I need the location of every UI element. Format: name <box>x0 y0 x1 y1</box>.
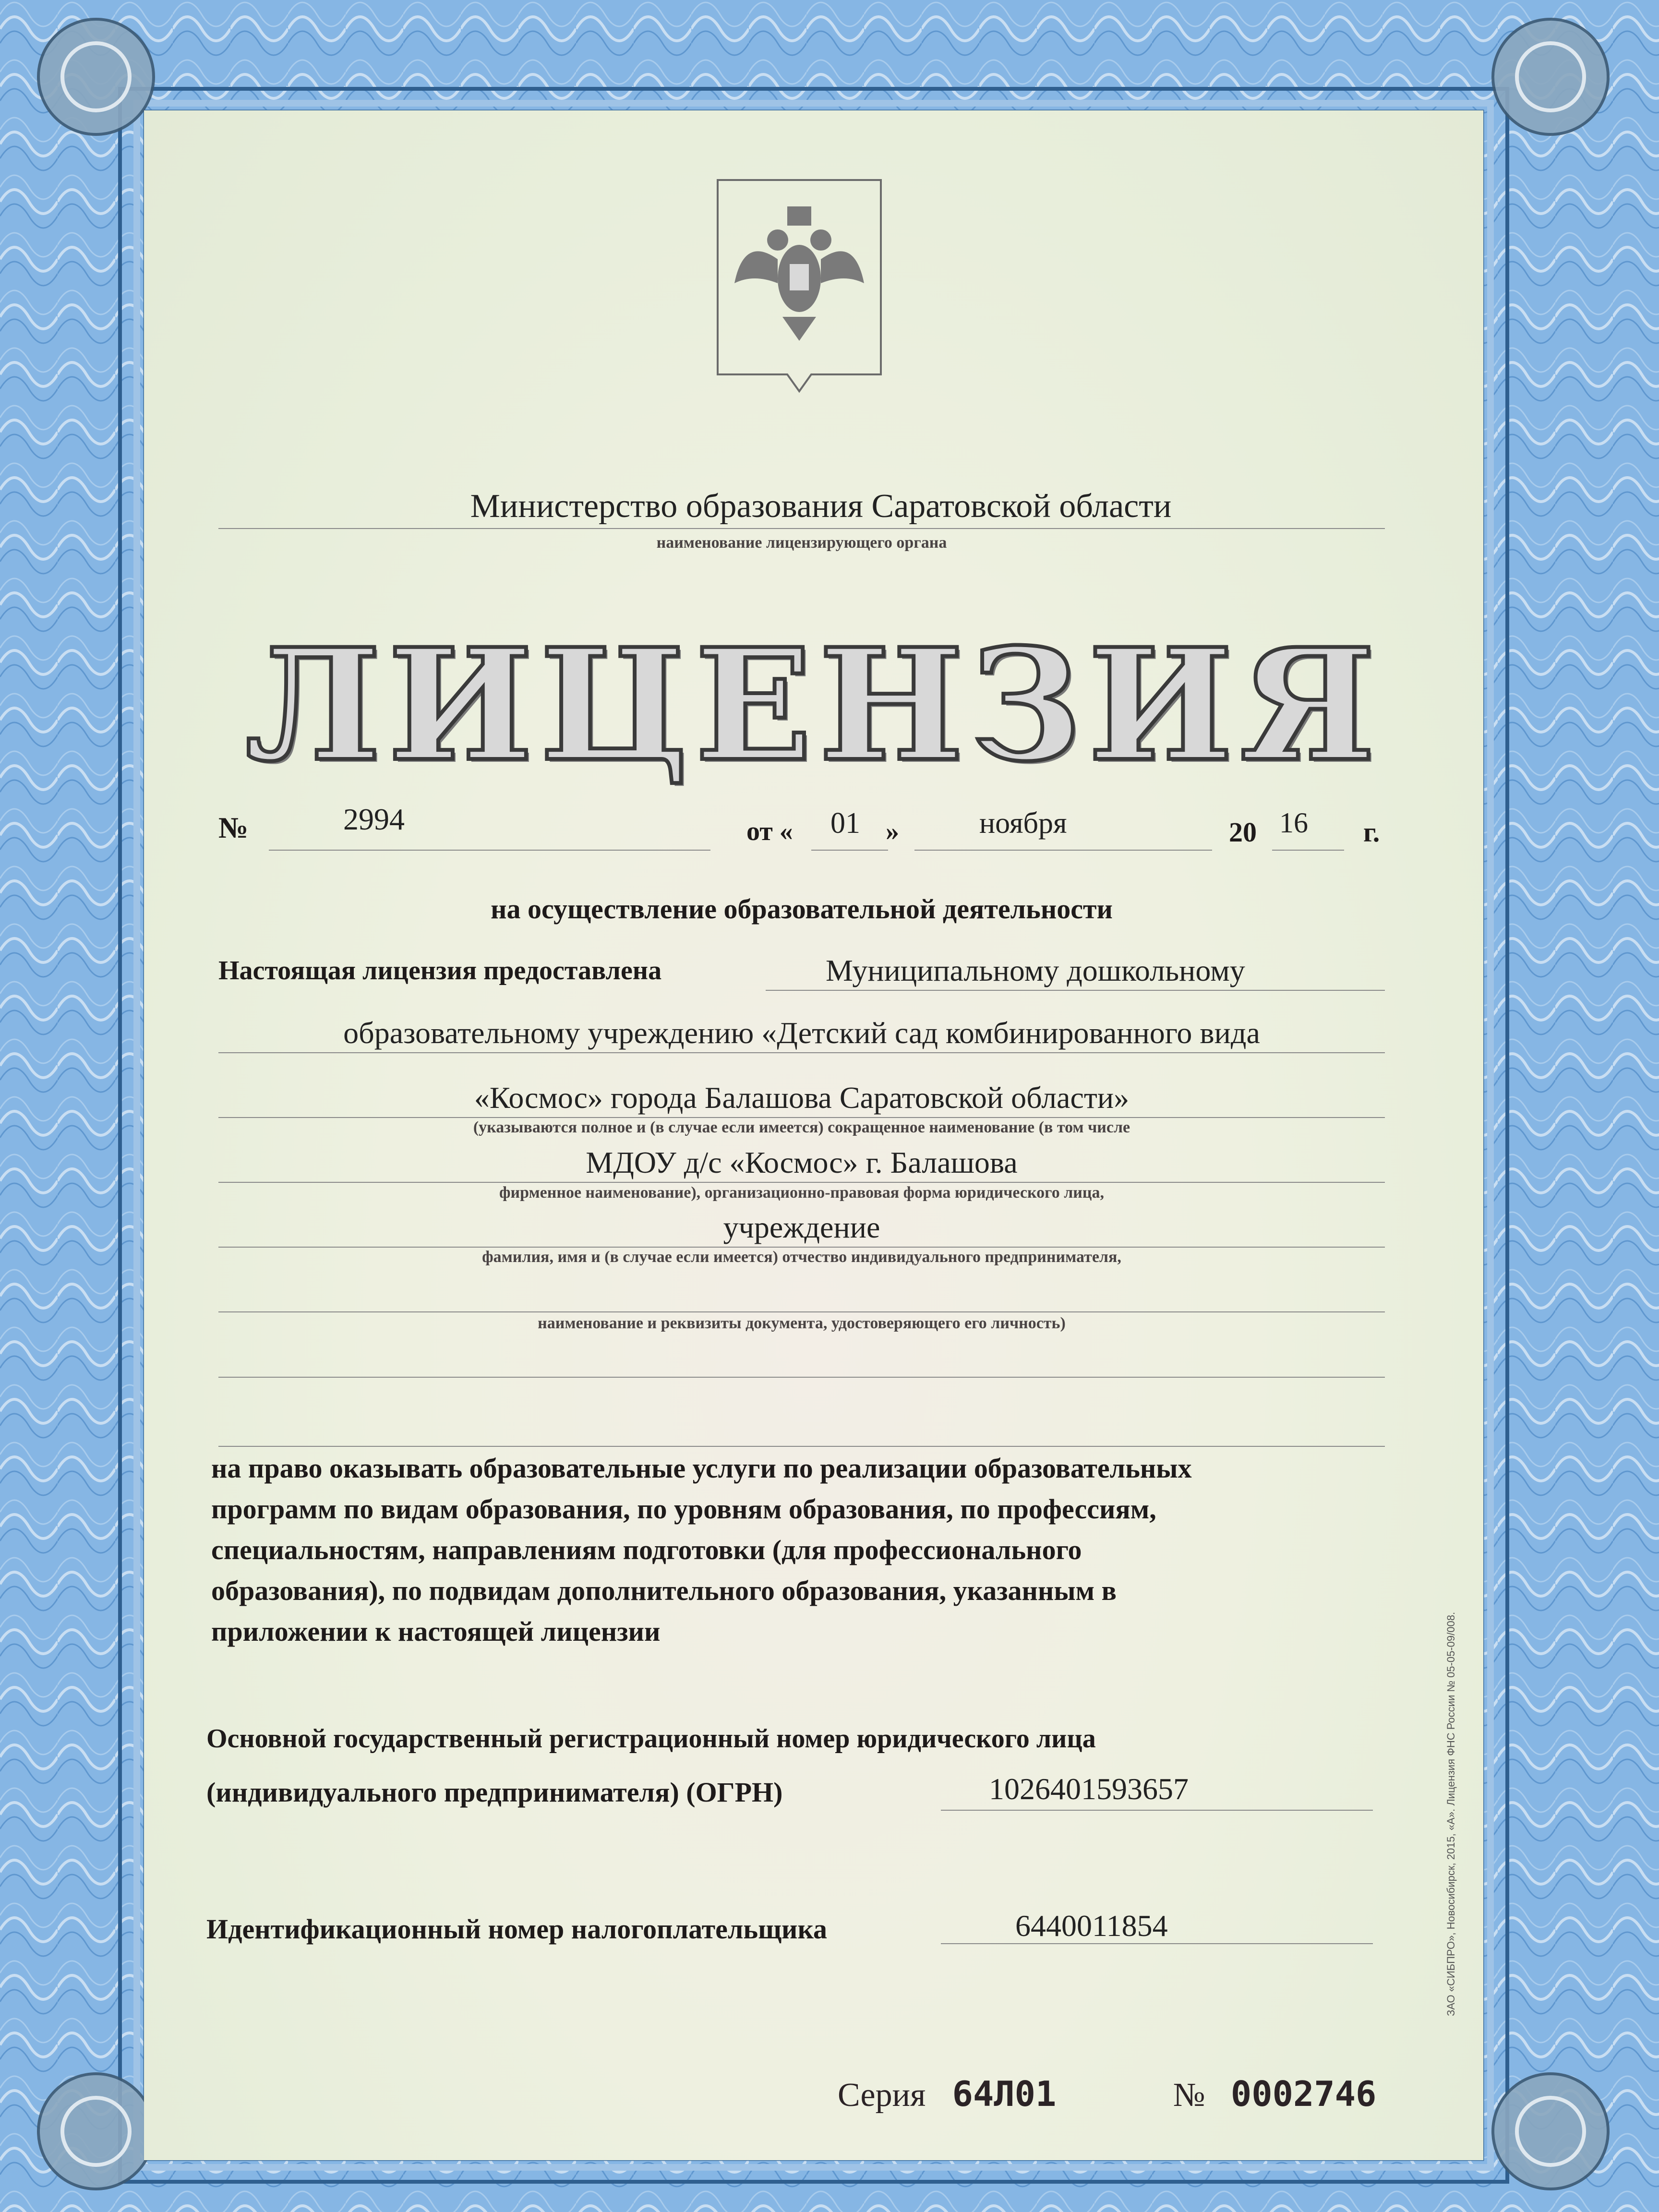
inn-label: Идентификационный номер налогоплательщика <box>206 1913 827 1945</box>
ogrn-underline <box>941 1810 1373 1811</box>
document-title: ЛИЦЕНЗИЯ <box>245 615 1382 795</box>
licensee-underline-5 <box>218 1247 1385 1248</box>
licensing-authority: Министерство образования Саратовской области <box>470 488 1172 525</box>
date-month: ноября <box>979 807 1067 840</box>
authority-caption: наименование лицензирующего органа <box>656 534 947 552</box>
licensee-underline-7 <box>218 1377 1385 1378</box>
year-suffix: 16 <box>1279 807 1308 839</box>
serial-block <box>838 2074 1376 2115</box>
rights-line-5: приложении к настоящей лицензии <box>211 1616 661 1647</box>
year-underline <box>1272 850 1344 851</box>
licensee-caption-3: фамилия, имя и (в случае если имеется) отчество индивидуального предпринимателя, <box>482 1248 1121 1266</box>
licensee-short-name: МДОУ д/с «Космос» г. Балашова <box>586 1145 1018 1179</box>
licensee-underline-2 <box>218 1052 1385 1053</box>
ogrn-label-line-1: Основной государственный регистрационный номер юридического лица <box>206 1724 1096 1754</box>
year-prefix: 20 <box>1229 817 1257 848</box>
month-underline <box>914 850 1212 851</box>
rights-line-1: на право оказывать образовательные услуги по реализации образовательных <box>211 1453 1192 1484</box>
date-close-quote: » <box>886 817 899 846</box>
number-label: № <box>218 812 249 844</box>
rights-line-2: программ по видам образования, по уровням образования, по профессиям, <box>211 1493 1156 1525</box>
granted-label: Настоящая лицензия предоставлена <box>218 956 662 986</box>
activity-line: на осуществление образовательной деятельности <box>491 893 1113 925</box>
licensee-caption-2: фирменное наименование), организационно-правовая форма юридического лица, <box>499 1184 1104 1202</box>
serial-number-label: № <box>1173 2077 1205 2114</box>
licensee-legal-form: учреждение <box>723 1210 880 1244</box>
serial-number-value: 0002746 <box>1230 2074 1377 2114</box>
licensee-underline-4 <box>218 1182 1385 1183</box>
rights-line-3: специальностям, направлениям подготовки (для профессионального <box>211 1534 1082 1565</box>
rights-line-4: образования), по подвидам дополнительного образования, указанным в <box>211 1575 1117 1606</box>
authority-underline <box>218 528 1385 529</box>
year-label: г. <box>1363 817 1380 848</box>
licensee-underline-3 <box>218 1117 1385 1118</box>
ogrn-value: 1026401593657 <box>989 1772 1189 1806</box>
series-label: Серия <box>838 2077 926 2114</box>
series-value: 64Л01 <box>952 2074 1057 2114</box>
inn-underline <box>941 1943 1373 1944</box>
licensee-line-2: образовательному учреждению «Детский сад комбинированного вида <box>343 1016 1260 1050</box>
ogrn-label-line-2: (индивидуального предпринимателя) (ОГРН) <box>206 1777 783 1808</box>
date-from-label: от « <box>746 817 793 846</box>
licensee-underline-8 <box>218 1446 1385 1447</box>
licensee-caption-4: наименование и реквизиты документа, удостоверяющего его личность) <box>538 1314 1066 1332</box>
day-underline <box>811 850 888 851</box>
licensee-line-3: «Космос» города Балашова Саратовской области» <box>474 1081 1130 1115</box>
date-day: 01 <box>830 807 860 840</box>
inn-value: 6440011854 <box>1015 1909 1168 1943</box>
licensee-underline-1 <box>766 990 1385 991</box>
licensee-line-1: Муниципальному дошкольному <box>826 953 1245 987</box>
license-number: 2994 <box>343 802 405 836</box>
licensee-underline-6 <box>218 1311 1385 1312</box>
number-underline <box>269 850 710 851</box>
coat-of-arms-emblem <box>715 178 883 394</box>
printer-note: ЗАО «СИБПРО», Новосибирск, 2015, «А». Лицензия ФНС России № 05-05-09/008. <box>1445 1611 1457 2016</box>
licensee-caption-1: (указываются полное и (в случае если имеется) сокращенное наименование (в том числе <box>473 1118 1130 1136</box>
